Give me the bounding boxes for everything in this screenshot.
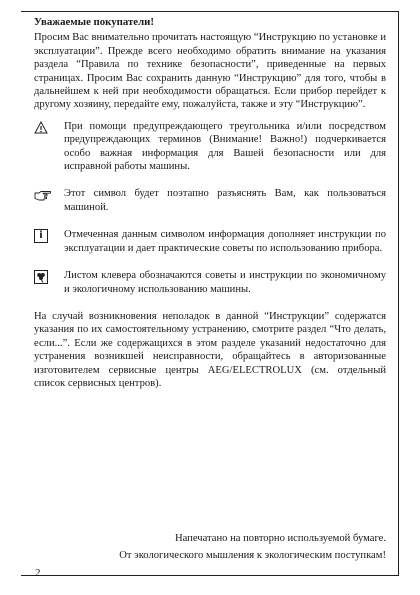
symbol-row-warning [34,120,386,174]
troubleshooting-paragraph: На случай возникновения неполадок в данной “Инструкции” содержатся указания по их самостоятельному устранению, смотрите раздел “Что делать, если...”. Если же содержащихся в этом разделе указаний недостаточно для устранения возникшей неисправности, обращайтесь в авторизованные изготовителем сервисные центры AEG/ELECTROLUX (см. отдельный список сервисных центров). [34,310,386,389]
info-icon: i [34,229,48,243]
symbol-description: Отмеченная данным символом информация дополняет инструкции по эксплуатации и дает практические советы по использованию прибора. [64,229,386,254]
symbol-description: Этот символ будет поэтапно разъяснять Вам, как пользоваться машиной. [64,188,386,213]
page-number: 2 [35,567,41,579]
recycled-paper-note [119,530,386,564]
symbol-row-info [34,228,386,255]
info-icon-wrapper [34,228,64,244]
clover-leaf-icon [34,269,64,285]
symbol-row-hand [34,187,386,214]
symbol-description: При помощи предупреждающего треугольника и/или посредством предупреждающих терминов (Внимание! Важно!) подчеркивается особо важная информация для Вашей безопасности или для исправной работы машины. [64,120,386,173]
symbol-row-clover [34,269,386,296]
footer-line: От экологического мышления к экологическим поступкам! [119,550,386,561]
symbol-description: Листом клевера обозначаются советы и инструкции по экономичному и экологичному использованию машины. [64,270,386,295]
footer-line: Напечатано на повторно используемой бумаге. [174,533,386,544]
warning-triangle-icon [34,120,64,136]
page-content [34,16,386,390]
intro-paragraph: Просим Вас внимательно прочитать настоящую “Инструкцию по установке и эксплуатации”. Прежде всего необходимо обратить внимание на указания раздела “Правила по технике безопасности”, приведенные на первых страницах. Просим Вас сохранить данную “Инструкцию” для того, чтобы в дальнейшем к ней при необходимости обращаться. Если прибор перейдет к другому хозяину, передайте ему, пожалуйста, также и эту “Инструкцию”. [34,32,386,111]
pointing-hand-icon [34,187,64,203]
greeting-heading: Уважаемые покупатели! [34,16,154,28]
